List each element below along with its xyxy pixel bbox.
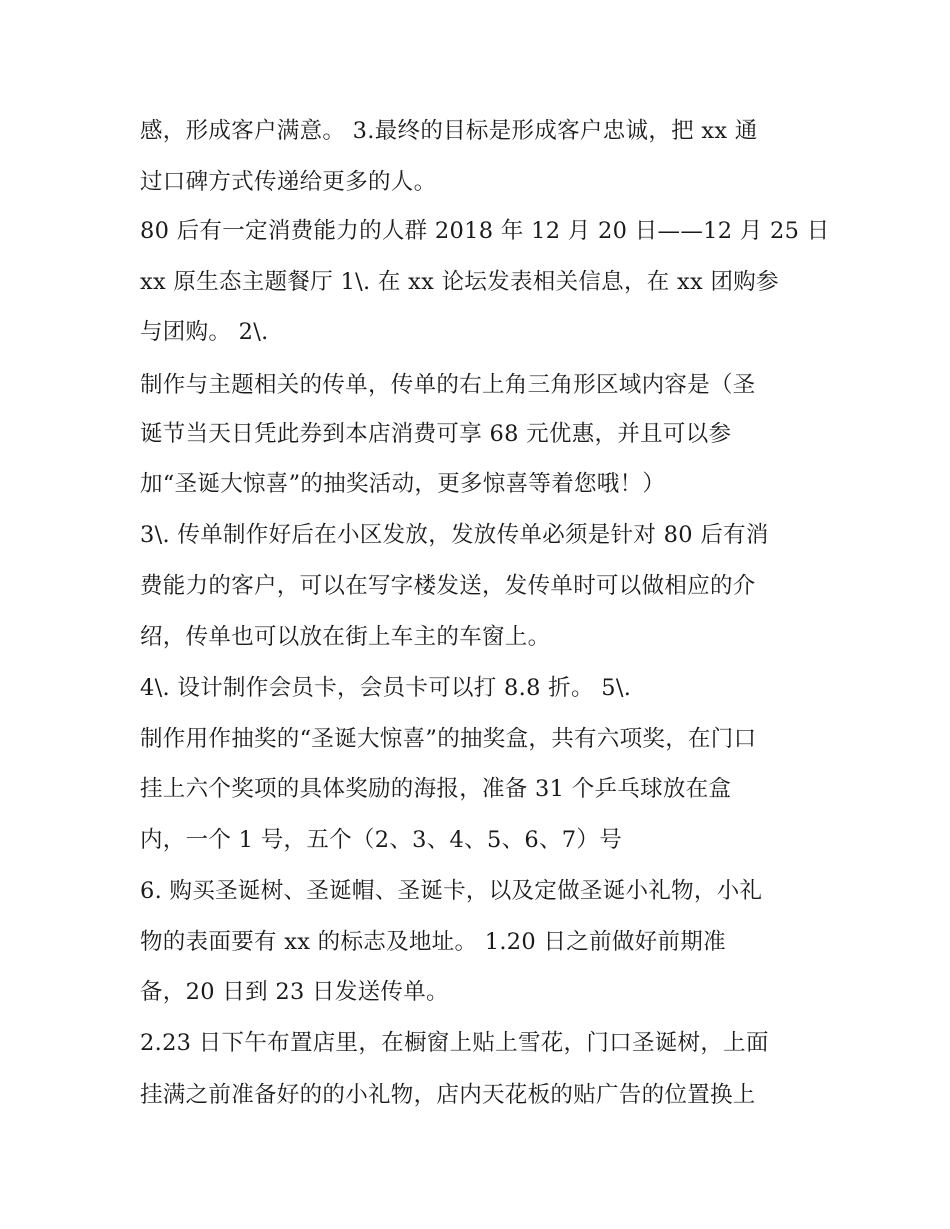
text-line: 4\. 设计制作会员卡，会员卡可以打 8.8 折。 5\. [140, 675, 632, 701]
text-line: 2.23 日下午布置店里，在橱窗上贴上雪花，门口圣诞树，上面 [140, 1030, 769, 1056]
text-line: 过口碑方式传递给更多的人。 [140, 169, 437, 195]
text-line: 制作用作抽奖的“圣诞大惊喜”的抽奖盒，共有六项奖，在门口 [140, 726, 757, 752]
text-line: 加“圣诞大惊喜”的抽奖活动，更多惊喜等着您哦！） [140, 471, 666, 497]
text-line: 物的表面要有 xx 的标志及地址。 1.20 日之前做好前期准 [140, 929, 726, 955]
text-line: 内，一个 1 号，五个（2、3、4、5、6、7）号 [140, 827, 623, 853]
text-line: 6. 购买圣诞树、圣诞帽、圣诞卡，以及定做圣诞小礼物，小礼 [140, 878, 763, 904]
text-line: 3\. 传单制作好后在小区发放，发放传单必须是针对 80 后有消 [140, 522, 769, 548]
text-line: 与团购。 2\. [140, 319, 269, 345]
text-line: 费能力的客户，可以在写字楼发送，发传单时可以做相应的介 [140, 573, 756, 599]
text-line: 挂满之前准备好的的小礼物，店内天花板的贴广告的位置换上 [140, 1082, 756, 1108]
text-line: 绍，传单也可以放在街上车主的车窗上。 [140, 624, 551, 650]
text-line: 诞节当天日凭此券到本店消费可享 68 元优惠，并且可以参 [140, 421, 732, 447]
text-line: 80 后有一定消费能力的人群 2018 年 12 月 20 日——12 月 25 日 [140, 218, 830, 244]
text-line: xx 原生态主题餐厅 1\. 在 xx 论坛发表相关信息，在 xx 团购参 [140, 269, 779, 295]
text-line: 挂上六个奖项的具体奖励的海报，准备 31 个乒乓球放在盒 [140, 776, 732, 802]
text-line: 感，形成客户满意。 3.最终的目标是形成客户忠诚，把 xx 通 [140, 118, 758, 144]
text-line: 备，20 日到 23 日发送传单。 [140, 979, 449, 1005]
text-line: 制作与主题相关的传单，传单的右上角三角形区域内容是（圣 [140, 372, 756, 398]
